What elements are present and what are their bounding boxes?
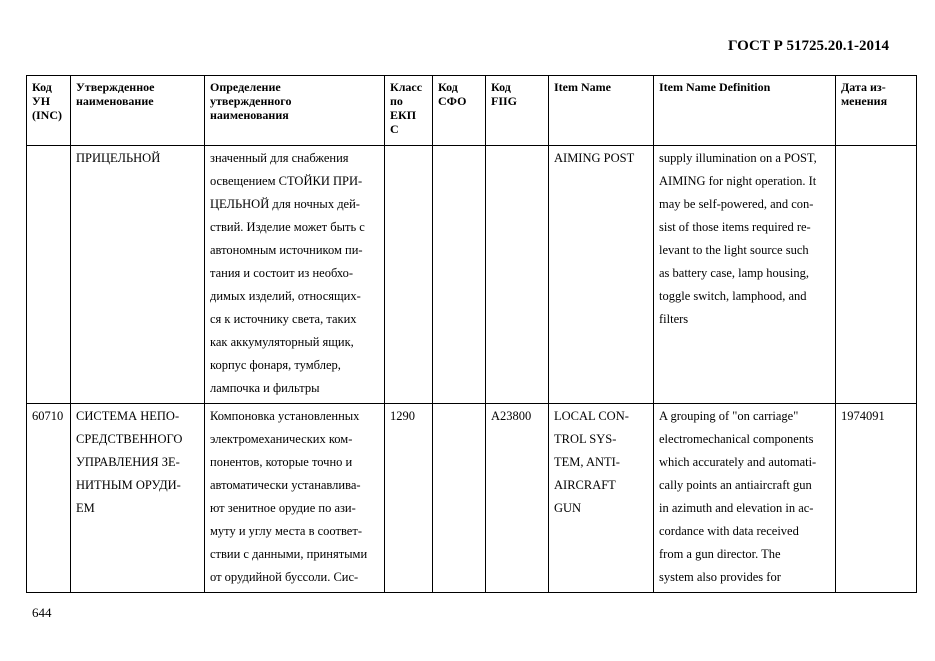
cell-fiig xyxy=(486,146,549,404)
cell-class: 1290 xyxy=(385,404,433,593)
col-header-date: Дата из- менения xyxy=(836,76,917,146)
cell-fiig: A23800 xyxy=(486,404,549,593)
table-row xyxy=(27,404,917,593)
cell-item-definition: supply illumination on a POST, AIMING for night operation. It may be self-powered, and con- sist of those items required re- levant to the light source such as battery case, lamp housing, toggle switch, lamphood, and filters xyxy=(654,146,836,404)
col-header-item-definition: Item Name Definition xyxy=(654,76,836,146)
cell-approved-name: СИСТЕМА НЕПО- СРЕДСТВЕННОГО УПРАВЛЕНИЯ ЗЕ- НИТНЫМ ОРУДИ- ЕМ xyxy=(71,404,205,593)
cell-inc xyxy=(27,146,71,404)
classification-table xyxy=(26,75,917,593)
document-code: ГОСТ Р 51725.20.1-2014 xyxy=(727,38,889,54)
header-row xyxy=(27,76,917,146)
col-header-item-name: Item Name xyxy=(549,76,654,146)
cell-approved-name: ПРИЦЕЛЬНОЙ xyxy=(71,146,205,404)
cell-item-name: AIMING POST xyxy=(549,146,654,404)
cell-class xyxy=(385,146,433,404)
cell-sfo xyxy=(433,404,486,593)
col-header-definition: Определение утвержденного наименования xyxy=(205,76,385,146)
cell-date: 1974091 xyxy=(836,404,917,593)
col-header-fiig: Код FIIG xyxy=(486,76,549,146)
cell-item-definition: A grouping of "on carriage" electromechanical components which accurately and automati- cally points an antiaircraft gun in azimuth and elevation in ac- cordance with data received from a gun director. The system also provides for xyxy=(654,404,836,593)
col-header-inc: Код УН (INC) xyxy=(27,76,71,146)
cell-definition: Компоновка установленных электромеханических ком- понентов, которые точно и автоматически устанавлива- ют зенитное орудие по ази- муту и углу места в соответ- ствии с данными, принятыми от орудийной буссоли. Сис- xyxy=(205,404,385,593)
table-row xyxy=(27,146,917,404)
cell-item-name: LOCAL CON- TROL SYS- TEM, ANTI- AIRCRAFT GUN xyxy=(549,404,654,593)
cell-inc: 60710 xyxy=(27,404,71,593)
cell-date xyxy=(836,146,917,404)
col-header-class: Класс по ЕКП С xyxy=(385,76,433,146)
page-number: 644 xyxy=(32,605,52,620)
cell-definition: значенный для снабжения освещением СТОЙКИ ПРИ- ЦЕЛЬНОЙ для ночных дей- ствий. Изделие может быть с автономным источником пи- тания и состоит из необхо- димых изделий, относящих- ся к источнику света, таких как аккумуляторный ящик, корпус фонаря, тумблер, лампочка и фильтры xyxy=(205,146,385,404)
cell-sfo xyxy=(433,146,486,404)
col-header-approved-name: Утвержденное наименование xyxy=(71,76,205,146)
col-header-sfo: Код СФО xyxy=(433,76,486,146)
